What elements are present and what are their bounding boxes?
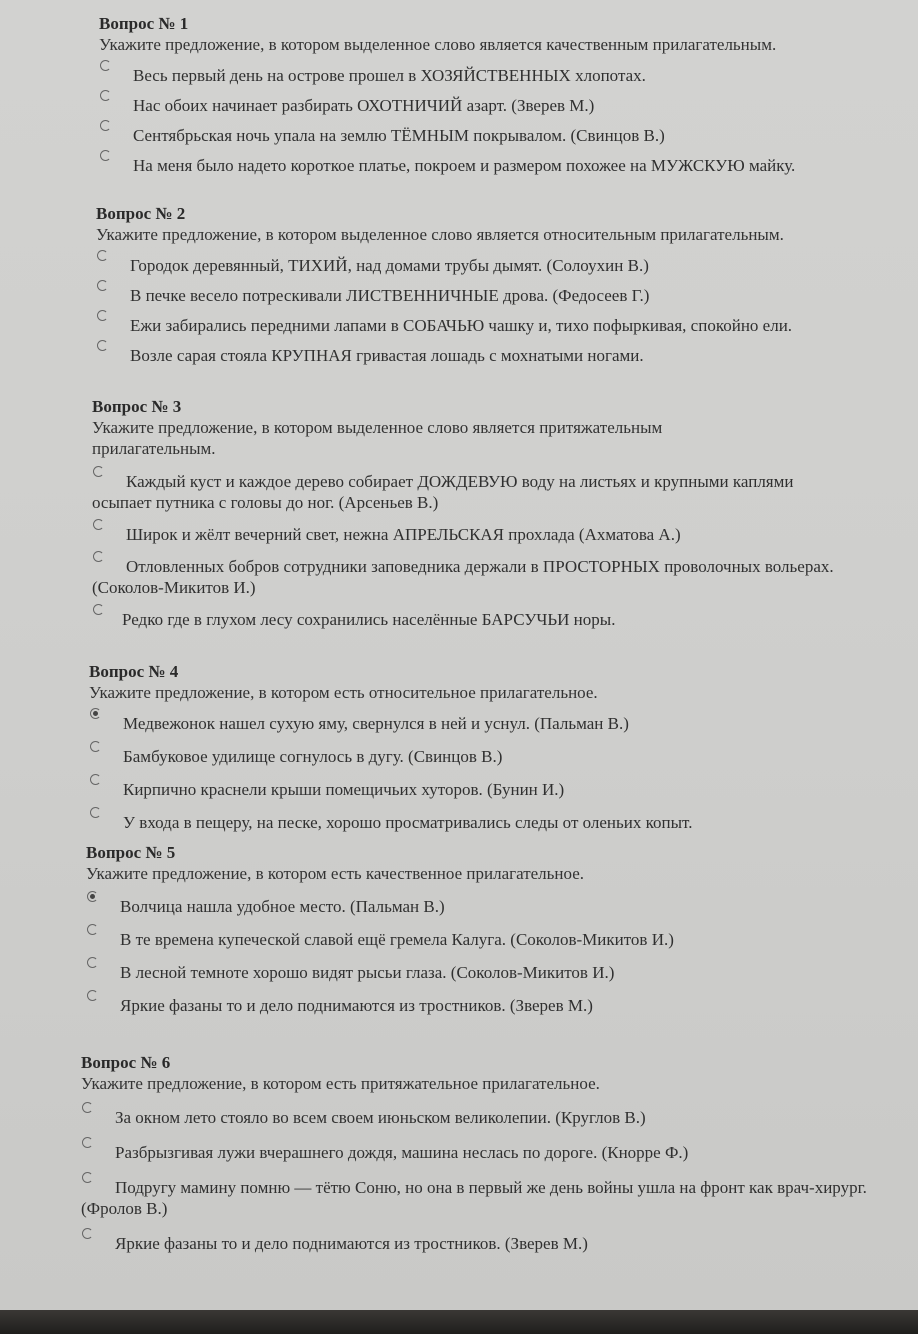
answer-option[interactable] — [81, 1142, 911, 1163]
question-title: Вопрос № 2 — [96, 204, 186, 223]
question-3 — [92, 397, 918, 630]
radio-button[interactable] — [90, 807, 101, 818]
radio-button[interactable] — [93, 519, 104, 530]
question-prompt: Укажите предложение, в котором есть притяжательное прилагательное. — [81, 1074, 600, 1093]
answer-option-text: Ежи забирались передними лапами в СОБАЧЬЮ чашку и, тихо пофыркивая, спокойно ели. — [130, 316, 793, 335]
radio-button-selected[interactable] — [87, 891, 98, 902]
answer-option-text: Медвежонок нашел сухую яму, свернулся в ней и уснул. (Пальман В.) — [123, 714, 629, 733]
answer-option[interactable] — [99, 155, 918, 176]
radio-button[interactable] — [97, 340, 108, 351]
question-5 — [86, 843, 916, 1016]
radio-button[interactable] — [97, 280, 108, 291]
table-surface — [0, 1310, 918, 1334]
answer-option-text: Яркие фазаны то и дело поднимаются из тростников. (Зверев М.) — [115, 1234, 588, 1253]
radio-button[interactable] — [82, 1137, 93, 1148]
radio-button[interactable] — [87, 957, 98, 968]
answer-option[interactable] — [96, 255, 918, 276]
answer-option[interactable] — [99, 65, 918, 86]
question-prompt: Укажите предложение, в котором выделенное слово является притяжательным прилагательным. — [92, 418, 663, 458]
radio-button[interactable] — [100, 60, 111, 71]
answer-option-text: За окном лето стояло во всем своем июньском великолепии. (Круглов В.) — [115, 1108, 646, 1127]
radio-button[interactable] — [93, 604, 104, 615]
answer-option-text: Возле сарая стояла КРУПНАЯ гривастая лошадь с мохнатыми ногами. — [130, 346, 644, 365]
answer-option[interactable] — [89, 812, 918, 833]
answer-option[interactable] — [86, 995, 916, 1016]
answer-option-text: Городок деревянный, ТИХИЙ, над домами трубы дымят. (Солоухин В.) — [130, 256, 649, 275]
question-title: Вопрос № 4 — [89, 662, 179, 681]
answer-option[interactable] — [86, 896, 916, 917]
answer-option-text: В лесной темноте хорошо видят рысьи глаза. (Соколов-Микитов И.) — [120, 963, 615, 982]
answer-option-text: В те времена купеческой славой ещё гремела Калуга. (Соколов-Микитов И.) — [120, 930, 674, 949]
radio-button[interactable] — [90, 774, 101, 785]
question-prompt: Укажите предложение, в котором есть качественное прилагательное. — [86, 864, 585, 883]
question-title: Вопрос № 3 — [92, 397, 182, 416]
answer-option[interactable] — [92, 524, 918, 545]
question-title: Вопрос № 1 — [99, 14, 189, 33]
answer-option-text: Подругу мамину помню — тётю Соню, но она в первый же день войны ушла на фронт как врач-хирург. (Фролов В.) — [81, 1178, 867, 1218]
answer-option-text: В печке весело потрескивали ЛИСТВЕННИЧНЫЕ дрова. (Федосеев Г.) — [130, 286, 650, 305]
radio-button[interactable] — [100, 90, 111, 101]
answer-option-text: Весь первый день на острове прошел в ХОЗЯЙСТВЕННЫХ хлопотах. — [133, 66, 646, 85]
radio-button[interactable] — [97, 250, 108, 261]
answer-option[interactable] — [86, 962, 916, 983]
answer-option[interactable] — [96, 285, 918, 306]
question-1 — [99, 14, 918, 176]
question-prompt: Укажите предложение, в котором есть относительное прилагательное. — [89, 683, 598, 702]
answer-option[interactable] — [92, 471, 918, 513]
question-prompt: Укажите предложение, в котором выделенное слово является относительным прилагательным. — [96, 225, 784, 244]
answer-option-text: У входа в пещеру, на песке, хорошо просматривались следы от оленьих копыт. — [123, 813, 693, 832]
answer-option[interactable] — [92, 556, 918, 598]
answer-option[interactable] — [96, 345, 918, 366]
radio-button[interactable] — [87, 990, 98, 1001]
answer-option-text: Редко где в глухом лесу сохранились населённые БАРСУЧЬИ норы. — [122, 610, 616, 629]
radio-button[interactable] — [97, 310, 108, 321]
answer-option[interactable] — [96, 315, 918, 336]
question-6 — [81, 1053, 911, 1254]
answer-option-text: Волчица нашла удобное место. (Пальман В.) — [120, 897, 445, 916]
answer-option[interactable] — [89, 746, 918, 767]
answer-option-text: Каждый куст и каждое дерево собирает ДОЖДЕВУЮ воду на листьях и крупными каплями осыпает путника с головы до ног. (Арсеньев В.) — [92, 472, 794, 512]
question-4 — [89, 662, 918, 833]
radio-button[interactable] — [82, 1172, 93, 1183]
question-prompt: Укажите предложение, в котором выделенное слово является качественным прилагательным. — [99, 35, 777, 54]
answer-option[interactable] — [89, 713, 918, 734]
radio-button-selected[interactable] — [90, 708, 101, 719]
answer-option-text: Бамбуковое удилище согнулось в дугу. (Свинцов В.) — [123, 747, 503, 766]
answer-option-text: Сентябрьская ночь упала на землю ТЁМНЫМ покрывалом. (Свинцов В.) — [133, 126, 665, 145]
radio-button[interactable] — [82, 1102, 93, 1113]
answer-option-text: На меня было надето короткое платье, покроем и размером похожее на МУЖСКУЮ майку. — [133, 156, 796, 175]
radio-button[interactable] — [87, 924, 98, 935]
answer-option-text: Отловленных бобров сотрудники заповедника держали в ПРОСТОРНЫХ проволочных вольерах. (Соколов-Микитов И.) — [92, 557, 834, 597]
answer-option-text: Нас обоих начинает разбирать ОХОТНИЧИЙ азарт. (Зверев М.) — [133, 96, 595, 115]
question-title: Вопрос № 6 — [81, 1053, 171, 1072]
radio-button[interactable] — [100, 150, 111, 161]
radio-button[interactable] — [90, 741, 101, 752]
radio-button[interactable] — [100, 120, 111, 131]
radio-button[interactable] — [93, 466, 104, 477]
answer-option[interactable] — [86, 929, 916, 950]
answer-option[interactable] — [99, 95, 918, 116]
question-title: Вопрос № 5 — [86, 843, 176, 862]
answer-option[interactable] — [92, 609, 918, 630]
answer-option-text: Широк и жёлт вечерний свет, нежна АПРЕЛЬСКАЯ прохлада (Ахматова А.) — [126, 525, 681, 544]
radio-button[interactable] — [82, 1228, 93, 1239]
answer-option[interactable] — [99, 125, 918, 146]
answer-option-text: Кирпично краснели крыши помещичьих хуторов. (Бунин И.) — [123, 780, 565, 799]
radio-button[interactable] — [93, 551, 104, 562]
answer-option[interactable] — [81, 1233, 911, 1254]
answer-option[interactable] — [81, 1107, 911, 1128]
answer-option-text: Разбрызгивая лужи вчерашнего дождя, машина неслась по дороге. (Кнорре Ф.) — [115, 1143, 689, 1162]
answer-option[interactable] — [81, 1177, 911, 1219]
answer-option-text: Яркие фазаны то и дело поднимаются из тростников. (Зверев М.) — [120, 996, 593, 1015]
question-2 — [96, 204, 918, 366]
answer-option[interactable] — [89, 779, 918, 800]
